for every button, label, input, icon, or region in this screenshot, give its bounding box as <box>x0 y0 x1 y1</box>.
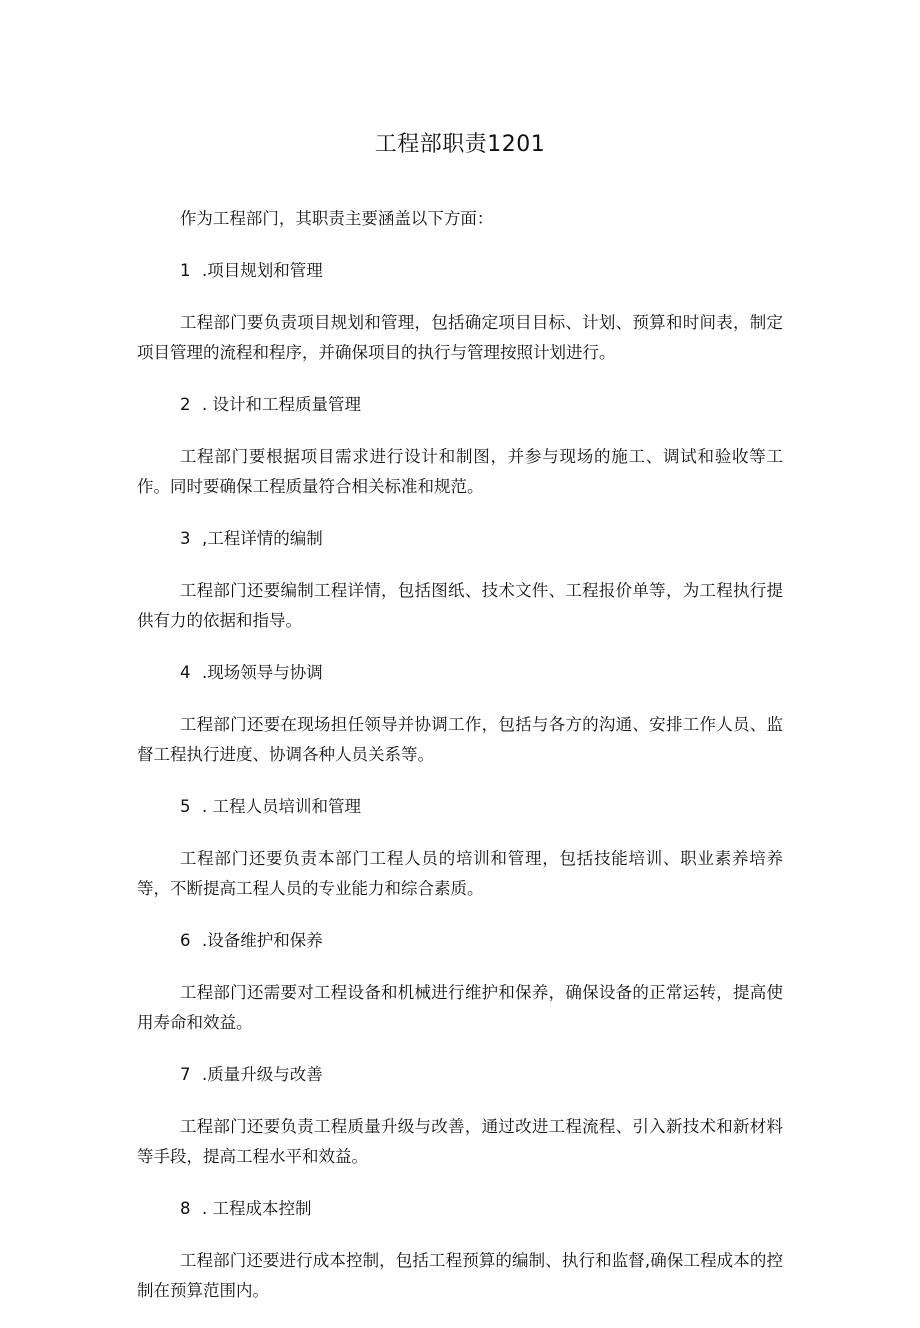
section-2 <box>137 390 783 502</box>
section-heading <box>137 658 783 688</box>
section-number: 5 <box>180 797 191 816</box>
section-5 <box>137 792 783 904</box>
section-heading-text: ,工程详情的编制 <box>202 529 323 548</box>
section-number: 7 <box>180 1065 191 1084</box>
section-heading <box>137 256 783 286</box>
section-heading-text: .项目规划和管理 <box>202 261 323 280</box>
section-paragraph: 工程部门还要在现场担任领导并协调工作，包括与各方的沟通、安排工作人员、监督工程执行进度、协调各种人员关系等。 <box>137 715 783 764</box>
section-heading <box>137 792 783 822</box>
section-heading-text: .现场领导与协调 <box>202 663 323 682</box>
section-heading <box>137 1194 783 1224</box>
section-number: 1 <box>180 261 191 280</box>
section-heading-text: . 工程人员培训和管理 <box>202 797 361 816</box>
section-paragraph: 工程部门还要负责工程质量升级与改善，通过改进工程流程、引入新技术和新材料等手段，提高工程水平和效益。 <box>137 1117 783 1166</box>
section-7 <box>137 1060 783 1172</box>
section-3 <box>137 524 783 636</box>
section-6 <box>137 926 783 1038</box>
section-number: 2 <box>180 395 191 414</box>
section-number: 4 <box>180 663 191 682</box>
section-8 <box>137 1194 783 1306</box>
section-heading <box>137 524 783 554</box>
document-body <box>137 204 783 1328</box>
section-heading-text: .设备维护和保养 <box>202 931 323 950</box>
section-4 <box>137 658 783 770</box>
section-heading-text: . 工程成本控制 <box>202 1199 312 1218</box>
section-heading-text: .质量升级与改善 <box>202 1065 323 1084</box>
section-number: 8 <box>180 1199 191 1218</box>
section-number: 6 <box>180 931 191 950</box>
section-paragraph: 工程部门还要负责本部门工程人员的培训和管理，包括技能培训、职业素养培养等，不断提高工程人员的专业能力和综合素质。 <box>137 849 783 898</box>
section-heading <box>137 390 783 420</box>
section-heading <box>137 1060 783 1090</box>
intro-paragraph: 作为工程部门，其职责主要涵盖以下方面： <box>179 209 494 228</box>
section-paragraph: 工程部门还要编制工程详情，包括图纸、技术文件、工程报价单等，为工程执行提供有力的依据和指导。 <box>137 581 783 630</box>
section-heading-text: . 设计和工程质量管理 <box>202 395 361 414</box>
document-title: 工程部职责1201 <box>374 132 546 157</box>
section-heading <box>137 926 783 956</box>
section-number: 3 <box>180 529 191 548</box>
section-paragraph: 工程部门还要进行成本控制，包括工程预算的编制、执行和监督,确保工程成本的控制在预算范围内。 <box>137 1251 783 1300</box>
section-paragraph: 工程部门要根据项目需求进行设计和制图，并参与现场的施工、调试和验收等工作。同时要确保工程质量符合相关标准和规范。 <box>137 447 783 496</box>
section-paragraph: 工程部门要负责项目规划和管理，包括确定项目目标、计划、预算和时间表，制定项目管理的流程和程序，并确保项目的执行与管理按照计划进行。 <box>137 313 783 362</box>
section-paragraph: 工程部门还需要对工程设备和机械进行维护和保养，确保设备的正常运转，提高使用寿命和效益。 <box>137 983 783 1032</box>
section-1 <box>137 256 783 368</box>
